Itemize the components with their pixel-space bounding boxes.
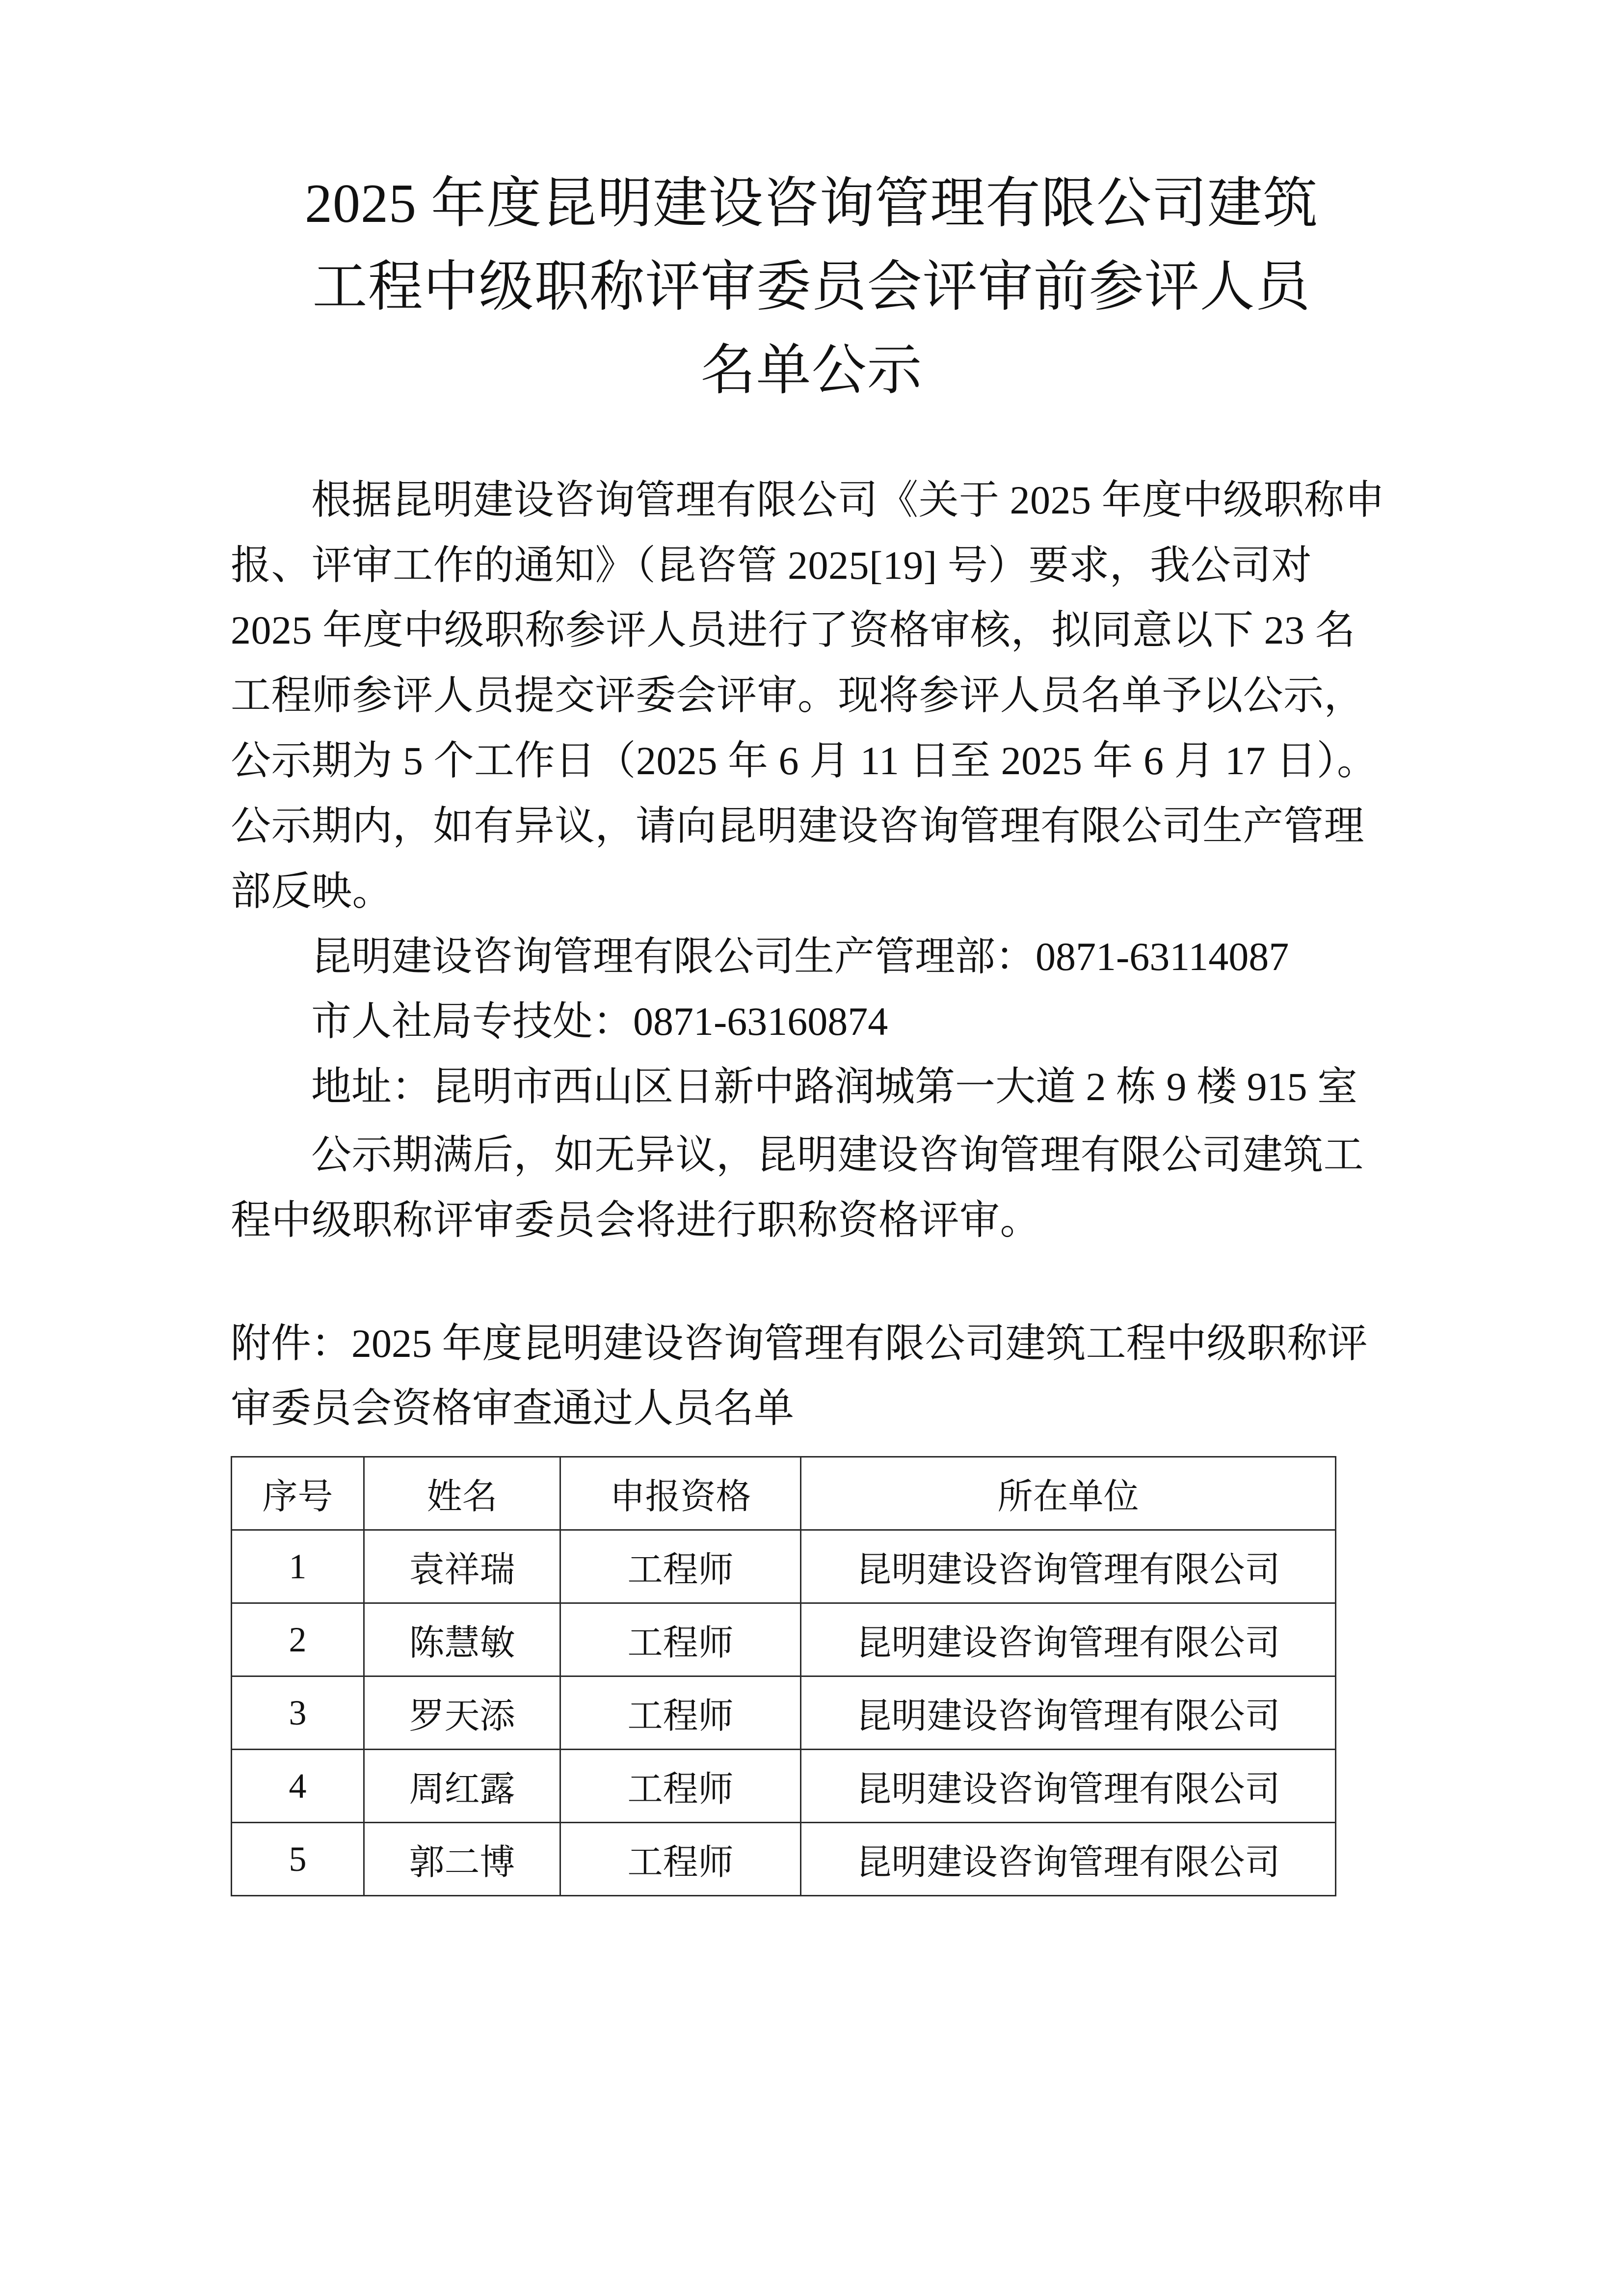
closing-paragraph: 公示期满后，如无异议，昆明建设咨询管理有限公司建筑工程中级职称评审委员会将进行职称资格评审。 <box>231 1132 1364 1243</box>
cell-organization: 昆明建设咨询管理有限公司 <box>801 1750 1336 1823</box>
column-header-index: 序号 <box>232 1457 364 1530</box>
table-row <box>232 1603 1336 1676</box>
section-spacer <box>231 1253 1392 1311</box>
cell-name: 袁祥瑞 <box>364 1530 560 1603</box>
table-row <box>232 1530 1336 1603</box>
cell-name: 郭二博 <box>364 1823 560 1896</box>
cell-qualification: 工程师 <box>560 1603 801 1676</box>
cell-qualification: 工程师 <box>560 1676 801 1750</box>
contact-address: 地址：昆明市西山区日新中路润城第一大道 2 栋 9 楼 915 室 <box>311 1064 1358 1109</box>
page-title-line-1: 2025 年度昆明建设咨询管理有限公司建筑 <box>305 173 1318 234</box>
page-title-line-3: 名单公示 <box>700 340 923 402</box>
cell-name: 周红露 <box>364 1750 560 1823</box>
page-title-line-2: 工程中级职称评审委员会评审前参评人员 <box>312 257 1311 318</box>
cell-qualification: 工程师 <box>560 1750 801 1823</box>
cell-organization: 昆明建设咨询管理有限公司 <box>801 1676 1336 1750</box>
cell-index: 4 <box>232 1750 364 1823</box>
roster-table-head <box>232 1457 1336 1530</box>
cell-qualification: 工程师 <box>560 1530 801 1603</box>
cell-index: 2 <box>232 1603 364 1676</box>
cell-organization: 昆明建设咨询管理有限公司 <box>801 1603 1336 1676</box>
cell-name: 罗天添 <box>364 1676 560 1750</box>
table-row <box>232 1676 1336 1750</box>
cell-name: 陈慧敏 <box>364 1603 560 1676</box>
cell-index: 3 <box>232 1676 364 1750</box>
roster-table-body <box>232 1530 1336 1896</box>
roster-table <box>231 1456 1336 1896</box>
cell-organization: 昆明建设咨询管理有限公司 <box>801 1823 1336 1896</box>
column-header-qualification: 申报资格 <box>560 1457 801 1530</box>
cell-index: 1 <box>232 1530 364 1603</box>
contact-hr-bureau: 市人社局专技处：0871-63160874 <box>311 999 888 1044</box>
intro-paragraph: 根据昆明建设咨询管理有限公司《关于 2025 年度中级职称申报、评审工作的通知》（昆咨管 2025[19] 号）要求，我公司对 2025 年度中级职称参评人员进行了资格审核，拟同意以下 23 名工程师参评人员提交评委会评审。现将参评人员名单予以公示，公示期为 5 个工作日（2025 年 6 月 11 日至 2025 年 6 月 17 日）。公示期内，如有异议，请向昆明建设咨询管理有限公司生产管理部反映。 <box>231 477 1385 914</box>
cell-index: 5 <box>232 1823 364 1896</box>
contact-production-department: 昆明建设咨询管理有限公司生产管理部：0871-63114087 <box>311 934 1289 979</box>
cell-qualification: 工程师 <box>560 1823 801 1896</box>
column-header-name: 姓名 <box>364 1457 560 1530</box>
table-row <box>232 1750 1336 1823</box>
table-row <box>232 1823 1336 1896</box>
cell-organization: 昆明建设咨询管理有限公司 <box>801 1530 1336 1603</box>
column-header-organization: 所在单位 <box>801 1457 1336 1530</box>
document-body <box>231 468 1392 1897</box>
table-header-row <box>232 1457 1336 1530</box>
page-title <box>255 162 1369 413</box>
attachment-note: 附件：2025 年度昆明建设咨询管理有限公司建筑工程中级职称评审委员会资格审查通过人员名单 <box>231 1321 1368 1431</box>
